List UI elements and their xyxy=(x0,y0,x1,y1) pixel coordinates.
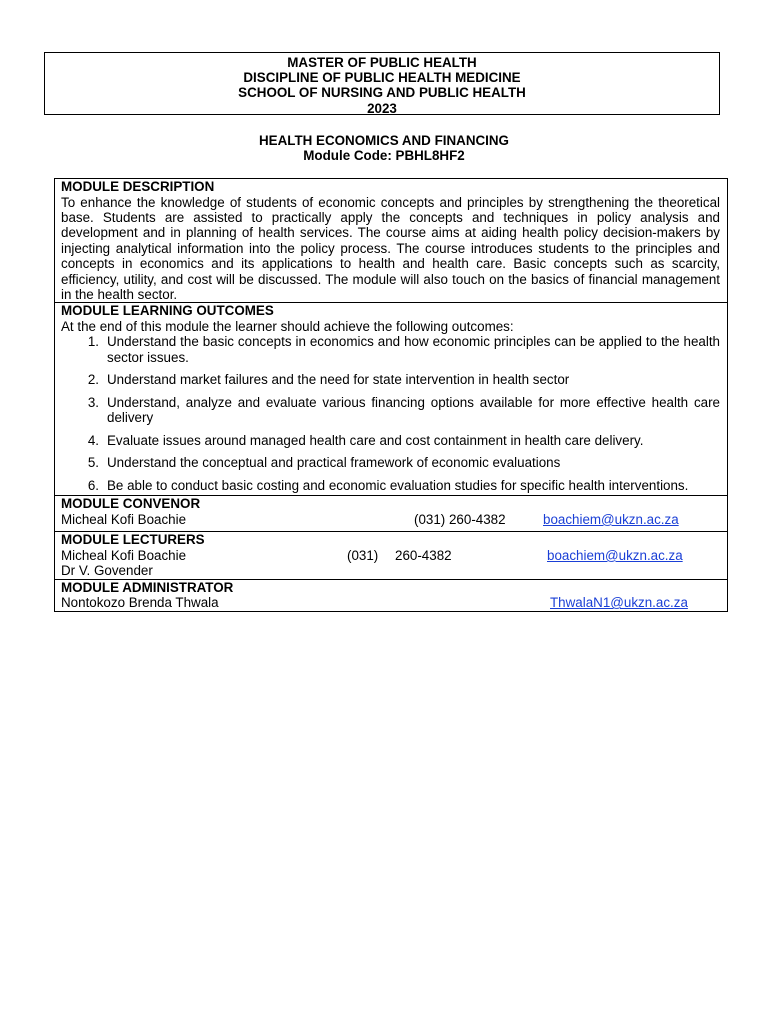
outcomes-section xyxy=(55,302,727,495)
outcomes-list xyxy=(61,334,720,493)
convenor-heading: MODULE CONVENOR xyxy=(61,496,201,512)
list-number: 1. xyxy=(87,334,99,350)
list-text: Understand the basic concepts in economics and how economic principles can be applied to the health sector issues. xyxy=(107,334,720,365)
list-text: Be able to conduct basic costing and economic evaluation studies for specific health interventions. xyxy=(107,478,689,494)
convenor-phone: (031) 260-4382 xyxy=(414,511,506,527)
course-title: HEALTH ECONOMICS AND FINANCING xyxy=(259,133,509,148)
convenor-email-link[interactable]: boachiem@ukzn.ac.za xyxy=(543,511,679,527)
discipline-title: DISCIPLINE OF PUBLIC HEALTH MEDICINE xyxy=(243,70,521,86)
list-text: Understand the conceptual and practical framework of economic evaluations xyxy=(107,455,561,471)
lecturer-row xyxy=(61,563,720,578)
lecturer-name: Dr V. Govender xyxy=(61,563,153,579)
list-text: Evaluate issues around managed health care and cost containment in health care delivery. xyxy=(107,432,644,448)
list-item xyxy=(61,433,720,448)
description-text: To enhance the knowledge of students of economic concepts and principles by strengthening the theoretical base. Students are assisted to practically apply the concepts and techniques in policy analysis and development and in planning of health services. The course aims at aiding health policy decision-makers by injecting analytical information into the policy process. The course introduces students to the principles and concepts in economics and its applications to health and health care. Basic concepts such as scarcity, efficiency, utility, and cost will be discussed. The module will also touch on the basics of financial management in the health sector. xyxy=(61,194,720,302)
outcomes-heading: MODULE LEARNING OUTCOMES xyxy=(61,303,274,319)
programme-header xyxy=(44,52,720,115)
lecturers-section xyxy=(55,531,727,578)
list-item xyxy=(61,334,720,365)
lecturer-email-link[interactable]: boachiem@ukzn.ac.za xyxy=(547,547,683,563)
lecturer-name: Micheal Kofi Boachie xyxy=(61,547,187,563)
administrator-name: Nontokozo Brenda Thwala xyxy=(61,595,219,611)
lecturer-phone-number: 260-4382 xyxy=(395,547,452,563)
list-number: 5. xyxy=(87,455,99,471)
course-heading xyxy=(44,133,724,163)
year: 2023 xyxy=(367,100,397,116)
list-number: 2. xyxy=(87,372,99,388)
list-item xyxy=(61,372,720,387)
school-title: SCHOOL OF NURSING AND PUBLIC HEALTH xyxy=(238,85,526,101)
list-number: 4. xyxy=(87,432,99,448)
lecturer-phone-area: (031) xyxy=(347,547,379,563)
list-number: 3. xyxy=(87,394,99,410)
programme-title: MASTER OF PUBLIC HEALTH xyxy=(287,55,477,70)
lecturers-heading: MODULE LECTURERS xyxy=(61,532,205,548)
administrator-row xyxy=(61,595,720,610)
list-text: Understand market failures and the need for state intervention in health sector xyxy=(107,372,570,388)
list-item xyxy=(61,395,720,426)
administrator-section xyxy=(55,579,727,611)
convenor-row xyxy=(61,512,720,527)
administrator-heading: MODULE ADMINISTRATOR xyxy=(61,579,234,595)
list-number: 6. xyxy=(87,478,99,494)
administrator-email-link[interactable]: ThwalaN1@ukzn.ac.za xyxy=(550,595,688,611)
module-code: Module Code: PBHL8HF2 xyxy=(303,148,465,164)
description-section xyxy=(55,179,727,302)
outcomes-intro: At the end of this module the learner should achieve the following outcomes: xyxy=(61,318,514,334)
description-heading: MODULE DESCRIPTION xyxy=(61,179,215,194)
list-text: Understand, analyze and evaluate various financing options available for more effective health care delivery xyxy=(107,394,720,426)
list-item xyxy=(61,478,720,493)
list-item xyxy=(61,455,720,470)
lecturer-row xyxy=(61,548,720,563)
module-info-table xyxy=(54,178,728,612)
convenor-name: Micheal Kofi Boachie xyxy=(61,511,187,527)
convenor-section xyxy=(55,495,727,531)
